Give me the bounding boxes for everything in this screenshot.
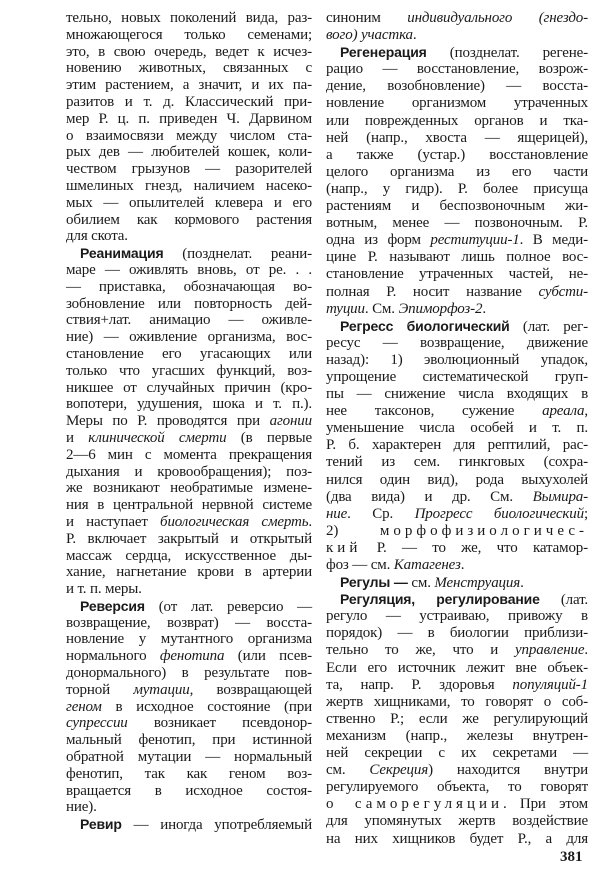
text-run: нее таксонов, сужение (326, 403, 543, 420)
text-line (66, 715, 312, 732)
text-line (66, 363, 312, 380)
entry-headword: Регуляция, регулирование (340, 591, 540, 608)
text-line (66, 631, 312, 648)
text-run: ние) — оживление организма, вос- (66, 329, 312, 346)
text-run: о взаимосвязи между числом ста- (66, 127, 312, 144)
spaced-term: кий (326, 539, 362, 556)
text-run: одна из форм (326, 232, 431, 249)
text-line (66, 699, 312, 716)
cross-reference: Вымира- (532, 488, 588, 505)
text-run: для скота. (66, 228, 128, 245)
cross-reference: ние (326, 505, 348, 522)
dictionary-entry (326, 574, 588, 591)
text-line (326, 181, 588, 198)
text-line (326, 352, 588, 369)
cross-reference: ареала (542, 403, 585, 420)
page-number: 381 (560, 849, 583, 865)
text-run: ) находится внутри (428, 762, 588, 779)
text-line (326, 249, 588, 266)
text-run: и наступает (66, 513, 161, 530)
text-run: ней секреции с их секретами — (326, 745, 588, 762)
text-run: нормального (66, 648, 160, 665)
entry-headword: Регенерация (340, 44, 427, 61)
text-run: тельно, новых поколений вида, раз- (66, 10, 312, 26)
text-run: возвращение, возврат) — восста- (66, 614, 312, 631)
text-run: регуло — устраиваю, привожу в (326, 608, 588, 625)
text-run: та, напр. Р. здоровья (326, 676, 513, 693)
text-run: возникает псевдонор- (127, 715, 312, 732)
text-run: — приставка, обозначающая во- (66, 278, 312, 295)
text-line (326, 540, 588, 557)
text-run: мых — опылителей клевера и его (66, 194, 312, 211)
text-run: . (460, 557, 465, 573)
dictionary-entry (66, 816, 312, 833)
text-line (66, 111, 312, 128)
text-run: для упомянутых жертв воздействие (326, 813, 588, 830)
text-run: на них хищников будет Р., а для (326, 830, 588, 847)
text-run: порядок) — в биологии приблизи- (326, 625, 588, 642)
text-run: 2—6 мин с момента прекращения (66, 446, 312, 463)
text-run: дыхания и кровообращения); поз- (66, 463, 312, 480)
text-run: жертв хищниками, то говорят о соб- (326, 693, 588, 710)
cross-reference: Эпиморфоз-2 (398, 300, 483, 317)
text-line (66, 144, 312, 161)
text-run: мальный фенотип, при истинной (66, 732, 312, 749)
text-line (326, 10, 588, 27)
cross-reference: фенотипа (159, 648, 225, 665)
text-run: механизм (напр., железы внутрен- (326, 727, 588, 744)
dictionary-entry (66, 10, 312, 245)
text-line (66, 799, 312, 816)
text-line (66, 178, 312, 195)
text-run: новление организмом утраченных (326, 95, 588, 112)
text-line (326, 232, 588, 249)
text-run: торной (66, 681, 134, 698)
spaced-term: морфофизиологичес- (379, 522, 588, 539)
text-line (66, 514, 312, 531)
cross-reference: Прогресс биологический (414, 505, 584, 522)
text-line (66, 195, 312, 212)
text-run: , возвращающей (189, 681, 312, 698)
cross-reference: клинической смерти (88, 429, 227, 446)
text-line (66, 60, 312, 77)
dictionary-entry (326, 318, 588, 574)
text-run: ственно Р.; если же регулирующий (326, 710, 588, 727)
text-run: чеством грызунов — разорителей (66, 161, 312, 178)
text-line (326, 61, 588, 78)
text-run: никшее от случайных причин (кро- (66, 379, 312, 396)
text-run: . См. (364, 300, 399, 317)
text-run: множающегося только семенами; (66, 26, 312, 43)
text-run: уменьшение числа особей и т. п. (326, 420, 588, 437)
text-run: вотным, менее — позвоночным. Р. (326, 215, 588, 232)
text-run: зобновление или повторность дей- (66, 295, 312, 312)
text-line (326, 608, 588, 625)
text-run: (позднелат. реани- (163, 246, 312, 263)
text-run: . При этом (503, 796, 588, 813)
text-line (66, 94, 312, 111)
text-line (66, 732, 312, 749)
text-run: тельно то же, что и (326, 642, 516, 659)
text-run: Р. включает закрытый и открытый (66, 530, 312, 547)
text-line (326, 557, 588, 574)
text-run: (или псев- (224, 648, 312, 665)
text-run: полная Р. носит название (326, 283, 539, 300)
text-line (326, 266, 588, 283)
text-line (66, 598, 312, 615)
text-line (66, 766, 312, 783)
text-run: маре — оживлять вновь, от ре. . . (66, 261, 312, 278)
text-run: Если его источник лежит вне объек- (326, 659, 588, 676)
text-run: . (482, 300, 486, 317)
text-line (66, 44, 312, 61)
text-line (66, 262, 312, 279)
text-line (326, 198, 588, 215)
cross-reference: геном (66, 698, 102, 715)
cross-reference: мутации (133, 681, 190, 698)
cross-reference: супрессии (66, 715, 128, 732)
cross-reference: Секреция (369, 762, 429, 779)
text-line (326, 625, 588, 642)
text-run: цине Р. называют лишь полное вос- (326, 249, 588, 266)
entry-headword: Реверсия (80, 597, 145, 614)
text-line (326, 284, 588, 301)
entry-headword: Реанимация (80, 245, 164, 262)
text-run: шмелиных гнезд, наличием насеко- (66, 177, 312, 194)
text-line (326, 386, 588, 403)
text-line (66, 296, 312, 313)
text-line (66, 682, 312, 699)
text-line (326, 642, 588, 659)
text-run: . Ср. (347, 505, 415, 522)
text-line (66, 128, 312, 145)
text-run: целого организма из его части (326, 163, 588, 180)
text-line (326, 369, 588, 386)
entry-headword: Регресс биологический (340, 317, 510, 334)
text-line (326, 130, 588, 147)
text-run: . В меди- (519, 232, 589, 249)
cross-reference: индивидуального (гнездо- (407, 10, 589, 26)
text-line (326, 301, 588, 318)
right-column (326, 10, 588, 848)
text-line (326, 779, 588, 796)
text-line (326, 335, 588, 352)
text-line (66, 464, 312, 481)
text-run: . (520, 575, 524, 592)
text-line (66, 531, 312, 548)
text-line (66, 312, 312, 329)
text-run: 2) (326, 522, 380, 539)
text-line (66, 228, 312, 245)
text-line (326, 78, 588, 95)
text-line (326, 472, 588, 489)
text-line (326, 694, 588, 711)
left-column (66, 10, 312, 833)
text-line (326, 523, 588, 540)
cross-reference: Катагенез (393, 557, 461, 573)
text-line (66, 615, 312, 632)
text-run: фоз — см. (326, 557, 394, 573)
text-run: Р. б. характерен для рептилий, рас- (326, 437, 588, 454)
text-line (66, 27, 312, 44)
text-line (66, 497, 312, 514)
text-run: . (308, 513, 312, 530)
text-run: разитов и т. д. Классический при- (66, 93, 312, 110)
text-line (326, 762, 588, 779)
text-line (66, 212, 312, 229)
text-run: Меры по Р. проводятся при (66, 413, 270, 430)
text-line (326, 113, 588, 130)
text-run: см. (326, 762, 370, 779)
text-line (66, 447, 312, 464)
text-line (326, 454, 588, 471)
text-line (66, 749, 312, 766)
text-line (66, 816, 312, 833)
text-run: это, в свою очередь, ведет к исчез- (66, 43, 312, 60)
cross-reference: управление (515, 642, 585, 659)
text-line (66, 77, 312, 94)
text-run: . (412, 27, 417, 44)
text-line (326, 745, 588, 762)
text-run: фенотип, так как геном воз- (66, 765, 312, 782)
text-line (326, 318, 588, 335)
text-line (66, 10, 312, 27)
text-run: ресус — возвращение, движение (326, 334, 588, 351)
text-run: и (66, 429, 89, 446)
cross-reference: биологическая смерть (160, 513, 309, 530)
text-run: Р. — то же, что катамор- (361, 539, 588, 556)
text-run: становление утраченных частей, не- (326, 266, 588, 283)
text-run: . (584, 642, 588, 659)
text-line (326, 27, 588, 44)
text-line (326, 506, 588, 523)
text-line (66, 346, 312, 363)
text-run: и т. п. меры. (66, 581, 142, 598)
text-line (66, 480, 312, 497)
text-line (326, 215, 588, 232)
text-line (66, 329, 312, 346)
text-line (326, 147, 588, 164)
text-run: назад): 1) эволюционный упадок, (326, 351, 588, 368)
text-line (66, 548, 312, 565)
text-line (66, 279, 312, 296)
text-line (326, 711, 588, 728)
cross-reference: реституции-1 (430, 232, 520, 249)
text-run: этим растением, а значит, и их па- (66, 77, 312, 94)
text-run: (от лат. реверсио — (144, 598, 312, 615)
text-line (66, 161, 312, 178)
text-line (326, 677, 588, 694)
text-line (66, 564, 312, 581)
text-line (326, 403, 588, 420)
entry-headword: Регулы — (340, 574, 408, 591)
text-run: упрощение систематической груп- (326, 368, 588, 385)
text-run: (лат. (539, 592, 589, 609)
text-line (66, 380, 312, 397)
dictionary-entry (66, 598, 312, 816)
text-line (66, 413, 312, 430)
text-run: рацио — восстановление, возрож- (326, 61, 588, 78)
text-line (326, 95, 588, 112)
text-run: дение, возобновление) — восста- (326, 78, 588, 95)
text-line (326, 574, 588, 591)
text-run: ния в центральной нервной системе (66, 497, 312, 514)
text-run: вопотери, удушения, шока и т. п.). (66, 396, 312, 413)
text-run: (позднелат. регене- (426, 45, 588, 62)
text-line (326, 591, 588, 608)
text-run: массаж сердца, искусственное ды- (66, 547, 312, 564)
cross-reference: агонии (269, 413, 312, 430)
dictionary-entry (326, 591, 588, 847)
text-run: ; (583, 505, 589, 522)
text-line (66, 665, 312, 682)
text-run: — иногда употребляемый (121, 817, 312, 834)
cross-reference: субсти- (538, 283, 588, 300)
text-line (326, 660, 588, 677)
text-run: вращается в исходное состоя- (66, 782, 312, 799)
entry-headword: Ревир (80, 816, 122, 833)
text-line (66, 783, 312, 800)
text-run: , (584, 403, 588, 420)
text-line (326, 831, 588, 848)
text-run: или поврежденных органов и тка- (326, 112, 588, 129)
text-run: пы — снижение числа входящих в (326, 386, 588, 403)
text-line (66, 396, 312, 413)
text-run: (в первые (226, 429, 312, 446)
text-line (66, 430, 312, 447)
text-run: ствия+лат. анимацио — оживле- (66, 312, 312, 329)
text-run: (два вида) и др. См. (326, 488, 533, 505)
text-line (326, 728, 588, 745)
text-run: новению животных, связанных с (66, 60, 312, 77)
text-line (326, 796, 588, 813)
spaced-term: о саморегуляции (326, 796, 504, 813)
cross-reference: туции (326, 300, 365, 317)
text-run: синоним (326, 10, 408, 26)
text-run: донормального) в результате пов- (66, 665, 312, 682)
text-run: обратной мутации — нормальный (66, 749, 312, 766)
text-run: становление его угасающих или (66, 345, 312, 362)
cross-reference: вого) участка (326, 27, 413, 44)
text-run: (напр., у гидр). Р. более присуща (326, 180, 588, 197)
text-run: растениям и беспозвоночным жи- (326, 198, 588, 215)
text-run: рых дев — любителей кошек, коли- (66, 144, 312, 161)
text-run: тений из сем. гинкговых (сохра- (326, 454, 588, 471)
text-run: ней (напр., хвоста — ящерицей), (326, 129, 588, 146)
dictionary-entry (326, 10, 588, 44)
text-run: (лат. рег- (509, 318, 588, 335)
dictionary-entry (66, 245, 312, 598)
text-run: регулируемого объекта, то говорят (326, 779, 588, 796)
text-line (66, 648, 312, 665)
dictionary-entry (326, 44, 588, 318)
text-run: обилием как кормового растения (66, 211, 312, 228)
text-run: же возникают необратимые измене- (66, 480, 312, 497)
text-line (326, 164, 588, 181)
text-run: в исходное состояние (при (101, 698, 312, 715)
cross-reference: Менструация (434, 575, 521, 592)
cross-reference: популяций-1 (512, 676, 588, 693)
text-run: а также (устар.) восстановление (326, 146, 588, 163)
text-run: мер Р. ц. п. приведен Ч. Дарвином (66, 110, 312, 127)
text-line (326, 489, 588, 506)
text-line (66, 581, 312, 598)
text-line (326, 420, 588, 437)
text-line (326, 437, 588, 454)
text-run: новление у мутантного организма (66, 631, 312, 648)
text-run: ние). (66, 799, 97, 816)
text-run: нился один вид), рода выхухолей (326, 471, 588, 488)
text-line (66, 245, 312, 262)
text-run: только что угасших функций, воз- (66, 362, 312, 379)
text-run: хание, нагнетание крови в артерии (66, 564, 312, 581)
text-line (326, 44, 588, 61)
text-line (326, 813, 588, 830)
text-run: см. (407, 575, 435, 592)
